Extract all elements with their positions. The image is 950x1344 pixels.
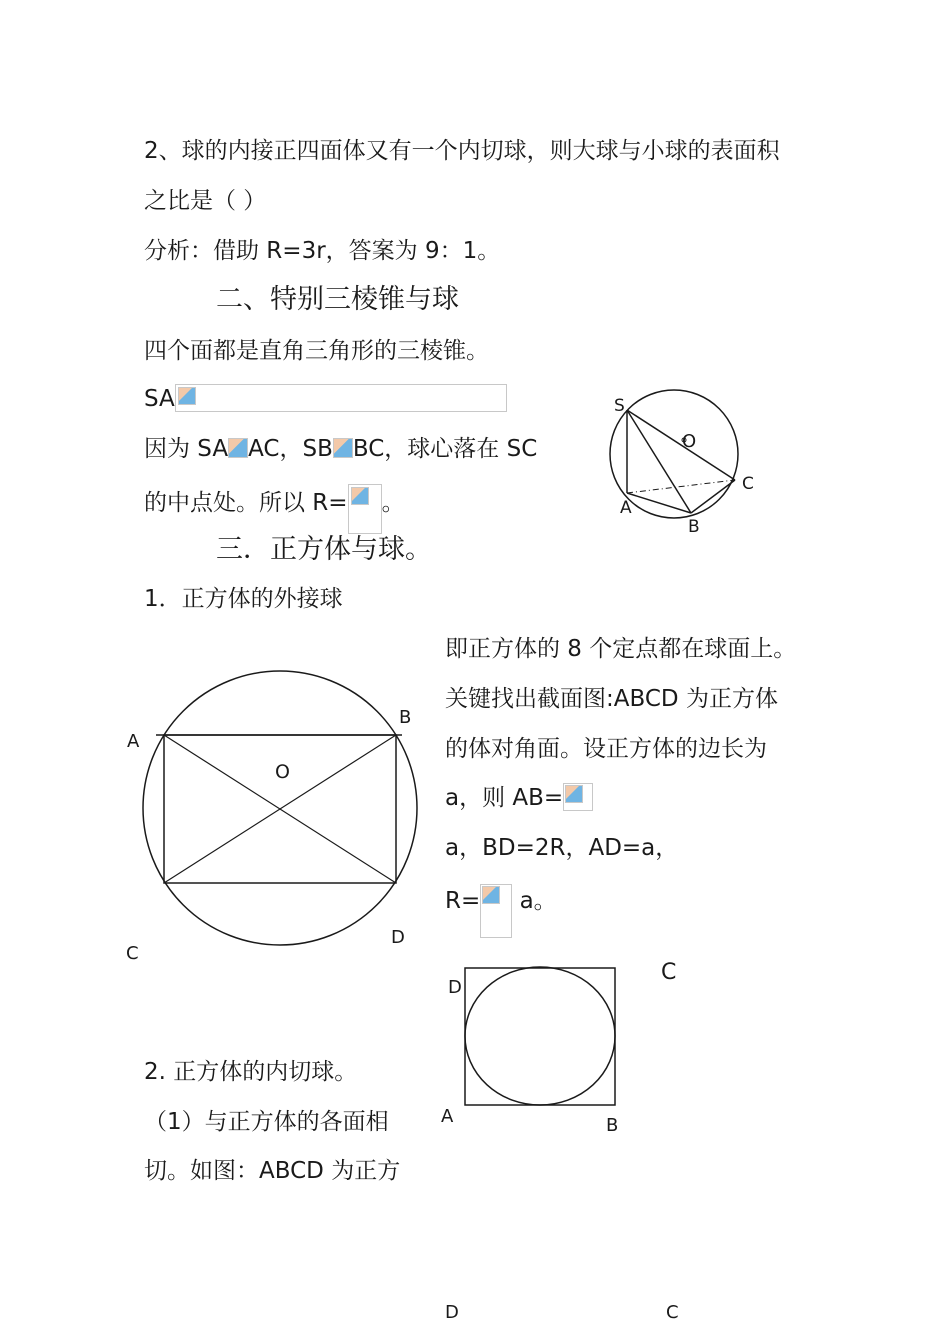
sqrt-image-icon bbox=[563, 783, 593, 811]
para-line-1: 即正方体的 8 个定点都在球面上。 bbox=[445, 636, 797, 662]
perpendicular-image-icon bbox=[333, 438, 353, 458]
inscribed-circle bbox=[465, 967, 615, 1105]
question-2-line-1: 2、球的内接正四面体又有一个内切球，则大球与小球的表面积 bbox=[144, 138, 780, 164]
para-line-8: 切。如图：ABCD 为正方 bbox=[144, 1158, 401, 1184]
para-line-5: a，BD=2R，AD=a， bbox=[445, 835, 679, 861]
edge-sc bbox=[627, 410, 735, 480]
section-2-intro: 四个面都是直角三角形的三棱锥。 bbox=[144, 338, 489, 364]
section-2-heading: 二、特别三棱锥与球 bbox=[216, 284, 459, 315]
label-o: O bbox=[682, 431, 697, 452]
tetrahedron-sphere-figure bbox=[600, 385, 760, 535]
text-part: a。 bbox=[512, 888, 557, 914]
perpendicular-image-icon bbox=[228, 438, 248, 458]
formula-image-icon bbox=[348, 484, 382, 534]
text-part: 的中点处。所以 R= bbox=[144, 490, 348, 516]
para-line-2: 关键找出截面图:ABCD 为正方体 bbox=[445, 686, 778, 712]
section-3-heading: 三．正方体与球。 bbox=[216, 534, 432, 565]
circumscribed-circle bbox=[143, 671, 417, 945]
subheading-1: 1．正方体的外接球 bbox=[144, 586, 343, 612]
text-part: AC，SB bbox=[248, 436, 333, 462]
label-b: B bbox=[399, 707, 412, 728]
label-b: B bbox=[606, 1115, 619, 1136]
edge-ab bbox=[627, 493, 691, 513]
label-a: A bbox=[127, 731, 140, 752]
edge-ac-dashed bbox=[627, 480, 735, 493]
para-line-7: （1）与正方体的各面相 bbox=[144, 1109, 389, 1135]
subheading-2: 2. 正方体的内切球。 bbox=[144, 1059, 358, 1085]
question-2-line-2: 之比是（ ） bbox=[144, 188, 267, 214]
circumscribed-sphere-figure bbox=[120, 665, 420, 965]
edge-bc bbox=[691, 480, 735, 513]
fraction-image-icon bbox=[480, 884, 512, 938]
label-a: A bbox=[620, 498, 632, 518]
label-b: B bbox=[688, 517, 700, 537]
bottom-label-d: D bbox=[445, 1302, 459, 1323]
sa-label: SA bbox=[144, 386, 175, 412]
label-d: D bbox=[448, 977, 462, 998]
text-part: 因为 SA bbox=[144, 436, 229, 462]
inscribed-sphere-figure bbox=[435, 955, 695, 1140]
sa-line bbox=[144, 384, 507, 414]
radius-line bbox=[144, 484, 405, 534]
label-d: D bbox=[391, 927, 405, 948]
text-part: a，则 AB= bbox=[445, 785, 564, 811]
para-line-4 bbox=[445, 783, 593, 813]
bottom-label-c: C bbox=[666, 1302, 679, 1323]
label-o: O bbox=[275, 761, 290, 783]
label-c: C bbox=[742, 474, 754, 494]
text-part: BC，球心落在 SC bbox=[352, 436, 538, 462]
broken-image-icon bbox=[175, 384, 507, 412]
perpendicular-line bbox=[144, 434, 537, 464]
text-part: R= bbox=[445, 888, 481, 914]
text-part: 。 bbox=[381, 490, 405, 516]
label-c: C bbox=[661, 960, 677, 985]
para-line-3: 的体对角面。设正方体的边长为 bbox=[445, 736, 767, 762]
edge-sb bbox=[627, 410, 691, 513]
label-c: C bbox=[126, 943, 139, 964]
analysis-text: 分析：借助 R=3r，答案为 9：1。 bbox=[144, 238, 501, 264]
label-a: A bbox=[441, 1106, 454, 1127]
label-s: S bbox=[614, 396, 625, 416]
para-line-6 bbox=[445, 884, 557, 938]
